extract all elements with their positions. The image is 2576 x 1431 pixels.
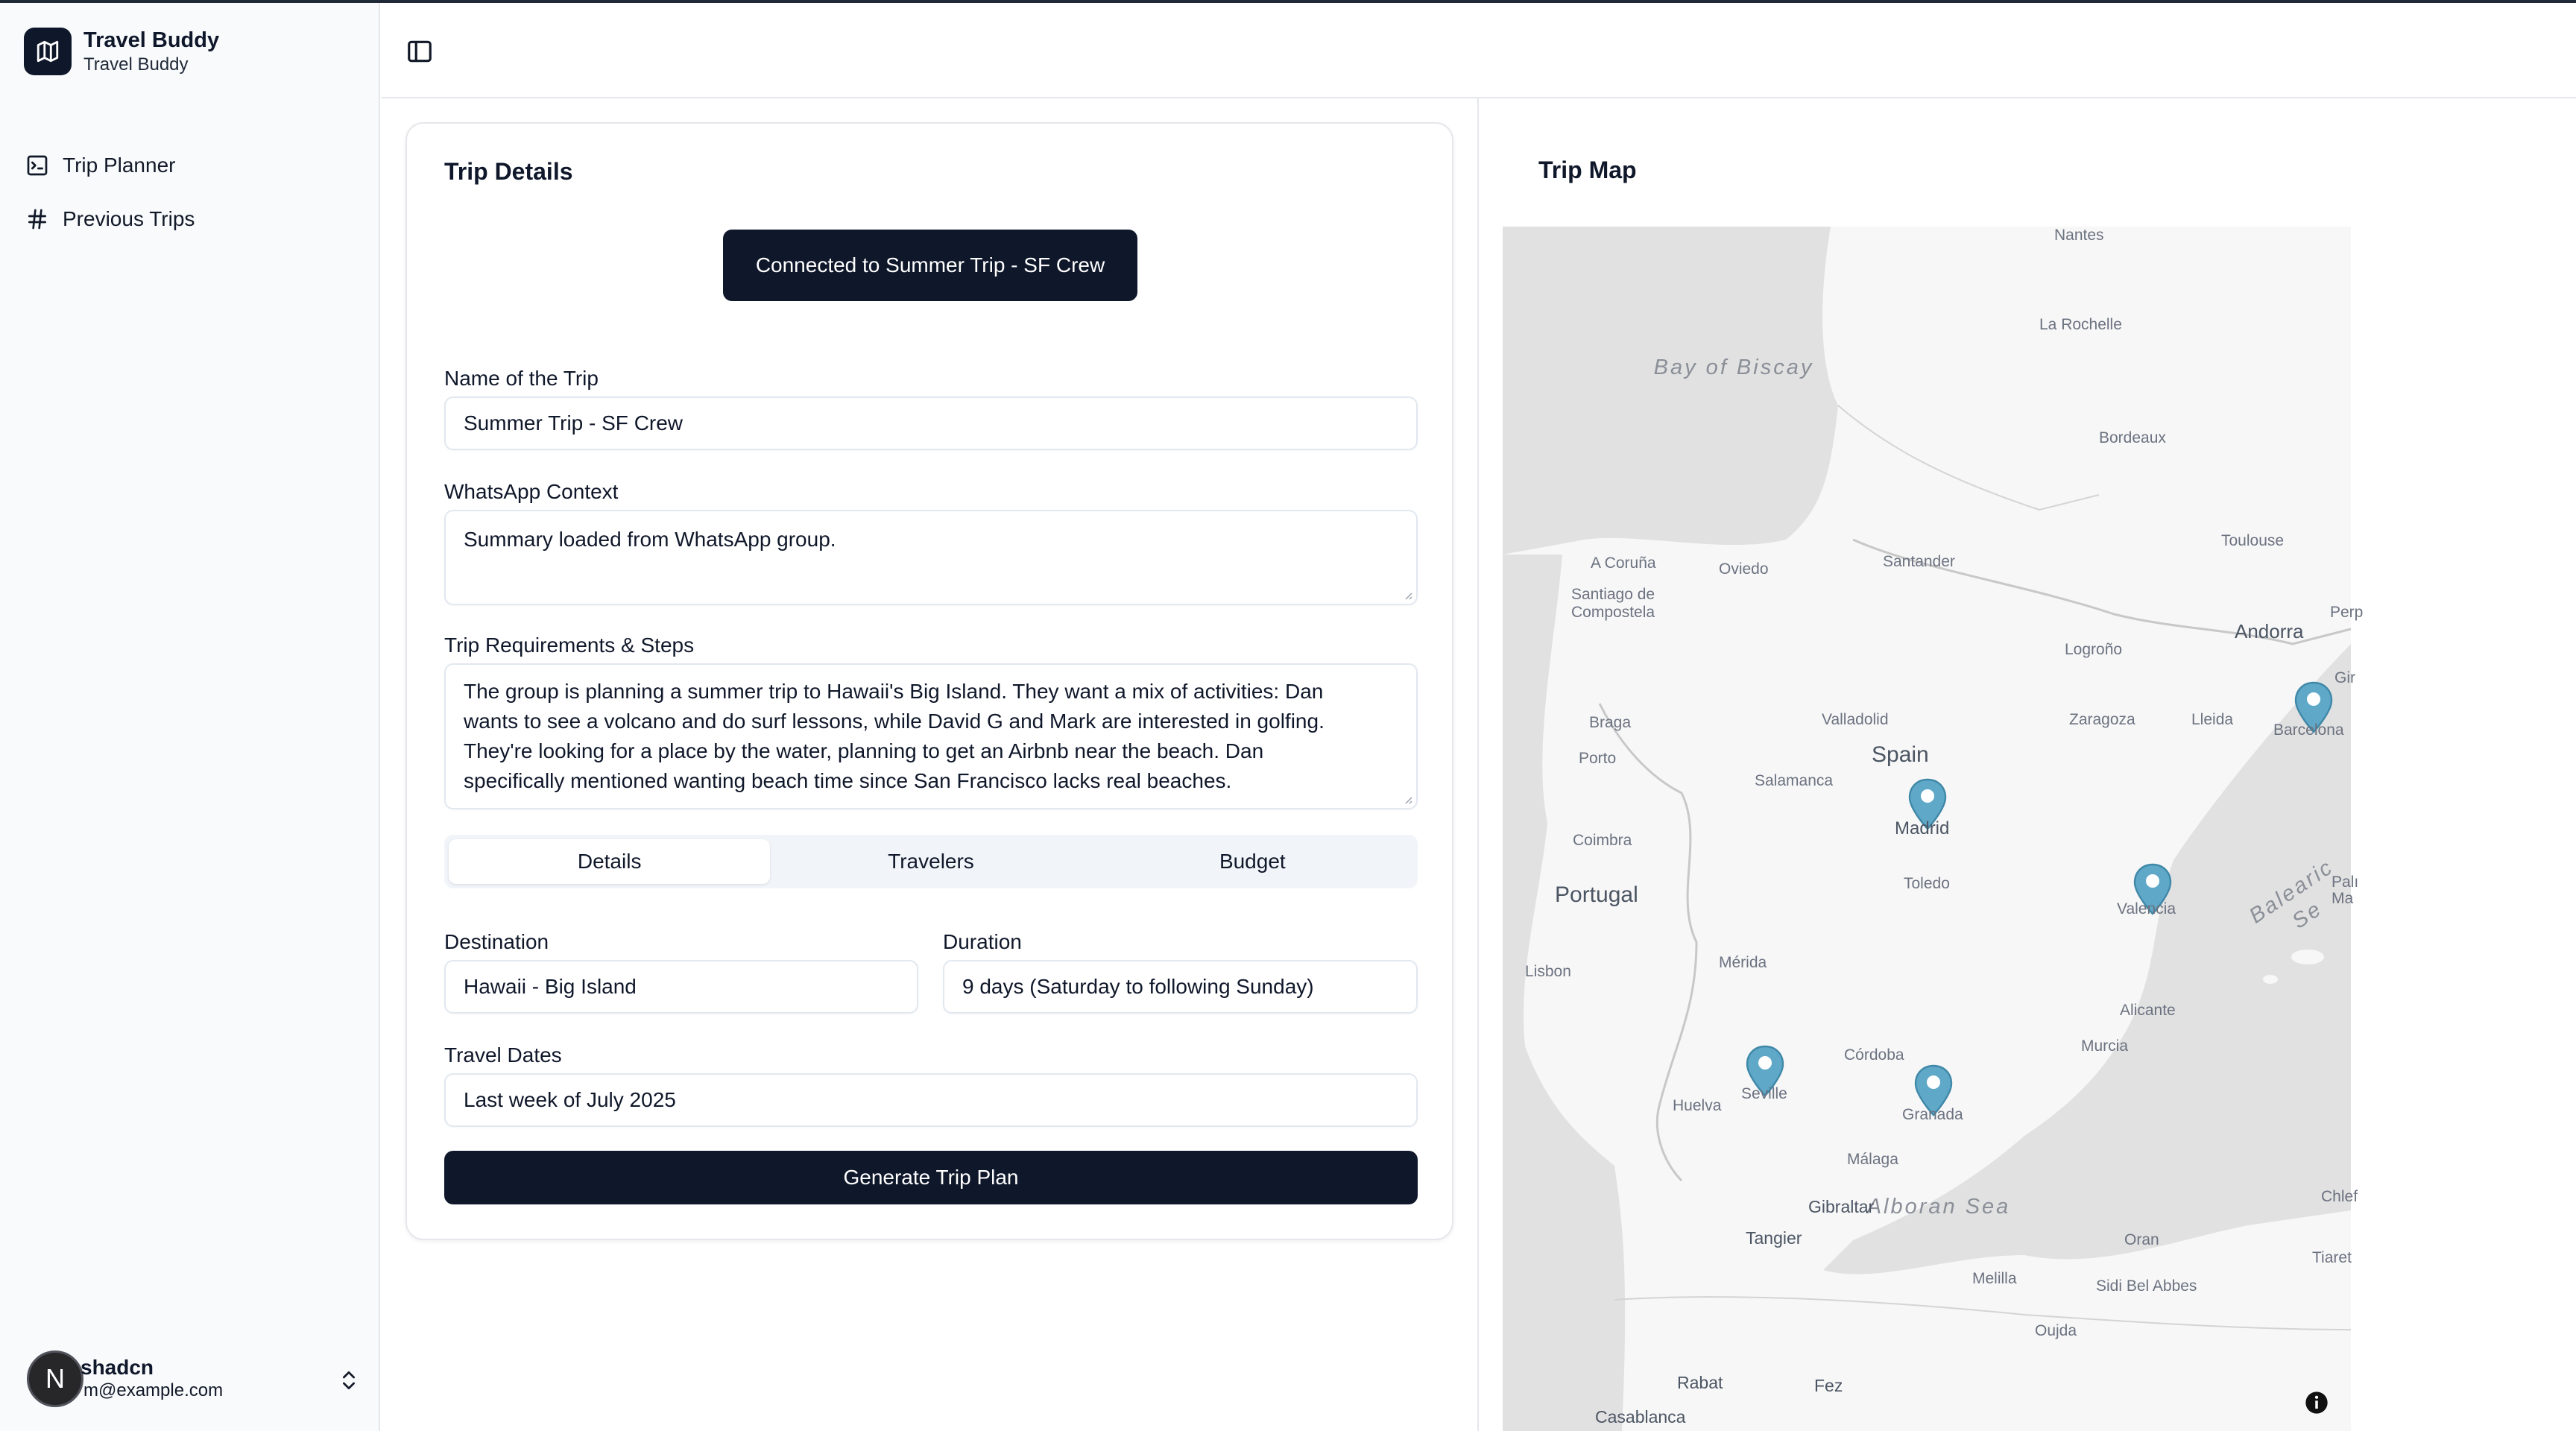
map-title: Trip Map [1538, 157, 1637, 183]
city-label: Casablanca [1595, 1407, 1686, 1427]
city-label: Granada [1902, 1106, 1963, 1123]
sea-label: Bay of Biscay [1653, 356, 1814, 379]
city-label: Alicante [2120, 1002, 2176, 1019]
details-tabs [444, 835, 1418, 888]
city-label: Seville [1741, 1085, 1787, 1102]
city-label: Bordeaux [2099, 429, 2166, 446]
trip-map-card [1503, 122, 2364, 1431]
trip-details-card [405, 122, 1453, 1240]
city-label: Rabat [1677, 1373, 1723, 1392]
city-label: Ma [2332, 890, 2354, 907]
city-label: Salamanca [1755, 772, 1834, 789]
city-label: Zaragoza [2069, 711, 2135, 728]
destination-label: Destination [444, 930, 549, 953]
tab-travelers[interactable]: Travelers [888, 850, 974, 873]
user-name: shadcn [80, 1356, 154, 1379]
city-label: Valladolid [1822, 711, 1889, 728]
user-menu[interactable] [27, 1349, 355, 1409]
city-label: Melilla [1972, 1270, 2017, 1287]
city-label: Perp [2330, 604, 2364, 621]
city-label: Lleida [2191, 711, 2234, 728]
city-label: Valencia [2117, 900, 2176, 917]
trip-name-input[interactable]: Summer Trip - SF Crew [444, 397, 1418, 450]
generate-trip-plan-button[interactable]: Generate Trip Plan [444, 1151, 1418, 1204]
city-label: Logroño [2065, 641, 2123, 658]
city-label: Coimbra [1573, 832, 1632, 849]
app-title: Travel Buddy [83, 28, 220, 52]
sidebar-toggle-icon[interactable] [405, 37, 434, 66]
sidebar-item-trip-planner[interactable] [22, 143, 358, 188]
city-label: Córdoba [1844, 1046, 1904, 1064]
top-bar [382, 3, 2576, 98]
sidebar-item-label: Trip Planner [63, 154, 176, 177]
city-label: Palı [2332, 874, 2359, 891]
city-label: Madrid [1895, 818, 1950, 838]
city-label: Málaga [1847, 1151, 1898, 1168]
terminal-square-icon [25, 154, 49, 177]
tab-details[interactable]: Details [449, 839, 770, 884]
map-icon [24, 28, 72, 75]
duration-label: Duration [943, 930, 1022, 953]
sidebar-item-previous-trips[interactable] [22, 197, 358, 241]
city-label: Santiago de Compostela [1571, 586, 1655, 621]
info-icon[interactable] [2305, 1391, 2329, 1415]
card-title: Trip Details [444, 158, 573, 185]
city-label: Gibraltar [1808, 1197, 1875, 1216]
city-label: Tangier [1746, 1228, 1802, 1248]
map-view[interactable] [1503, 227, 2364, 1431]
city-label: Porto [1579, 750, 1617, 767]
destination-input[interactable]: Hawaii - Big Island [444, 960, 918, 1014]
travel-dates-input[interactable]: Last week of July 2025 [444, 1073, 1418, 1127]
city-label: Toledo [1904, 875, 1950, 892]
country-label: Andorra [2235, 620, 2304, 642]
duration-input[interactable]: 9 days (Saturday to following Sunday) [943, 960, 1418, 1014]
resize-handle-icon[interactable] [1401, 589, 1413, 601]
country-label: Spain [1872, 742, 1929, 767]
city-label: Gir [2334, 669, 2355, 686]
sidebar [0, 3, 380, 1431]
city-label: Tiaret [2312, 1249, 2352, 1266]
sea-label: Balearic Se [2245, 854, 2338, 934]
city-label: Oujda [2035, 1322, 2077, 1339]
city-label: A Coruña [1591, 555, 1656, 572]
requirements-textarea[interactable] [444, 663, 1418, 809]
requirements-label: Trip Requirements & Steps [444, 634, 695, 657]
avatar: N [27, 1351, 83, 1407]
requirements-line: specifically mentioned wanting beach time since San Francisco lacks real beaches. [464, 769, 1232, 792]
connected-button[interactable]: Connected to Summer Trip - SF Crew [723, 230, 1137, 301]
resize-handle-icon[interactable] [1401, 793, 1413, 805]
trip-name-label: Name of the Trip [444, 367, 599, 390]
city-label: Braga [1589, 714, 1632, 731]
city-label: Mérida [1719, 954, 1767, 971]
sidebar-item-label: Previous Trips [63, 207, 195, 230]
sidebar-nav [22, 143, 358, 250]
whatsapp-context-label: WhatsApp Context [444, 480, 619, 503]
city-label: Oviedo [1719, 560, 1769, 578]
city-label: Sidi Bel Abbes [2096, 1277, 2197, 1295]
country-label: Portugal [1555, 882, 1638, 907]
panel-divider [1477, 98, 1479, 1431]
city-label: Murcia [2081, 1037, 2129, 1055]
requirements-line: wants to see a volcano and do surf lessons, while David G and Mark are interested in golfing. [464, 710, 1325, 733]
city-label: Lisbon [1525, 963, 1571, 980]
whatsapp-context-textarea[interactable] [444, 510, 1418, 605]
hash-icon [25, 207, 49, 231]
requirements-line: The group is planning a summer trip to Hawaii's Big Island. They want a mix of activities: Dan [464, 680, 1324, 703]
city-label: Fez [1814, 1376, 1843, 1395]
city-label: Santander [1883, 553, 1955, 570]
city-label: Toulouse [2221, 532, 2285, 549]
sea-label: Alboran Sea [1866, 1195, 2011, 1219]
chevrons-up-down-icon [337, 1368, 361, 1392]
city-label: Barcelona [2273, 721, 2344, 739]
whatsapp-context-value: Summary loaded from WhatsApp group. [464, 528, 836, 551]
user-email: m@example.com [83, 1380, 224, 1400]
travel-dates-label: Travel Dates [444, 1043, 562, 1067]
brand[interactable] [24, 27, 219, 76]
city-label: La Rochelle [2039, 316, 2122, 333]
city-label: Nantes [2054, 227, 2104, 244]
tab-budget[interactable]: Budget [1219, 850, 1286, 873]
app-subtitle: Travel Buddy [83, 54, 189, 75]
city-label: Huelva [1673, 1097, 1722, 1114]
city-label: Chlef [2321, 1188, 2358, 1205]
city-label: Oran [2124, 1231, 2159, 1248]
requirements-line: They're looking for a place by the water, planning to get an Airbnb near the beach. Dan [464, 739, 1264, 762]
